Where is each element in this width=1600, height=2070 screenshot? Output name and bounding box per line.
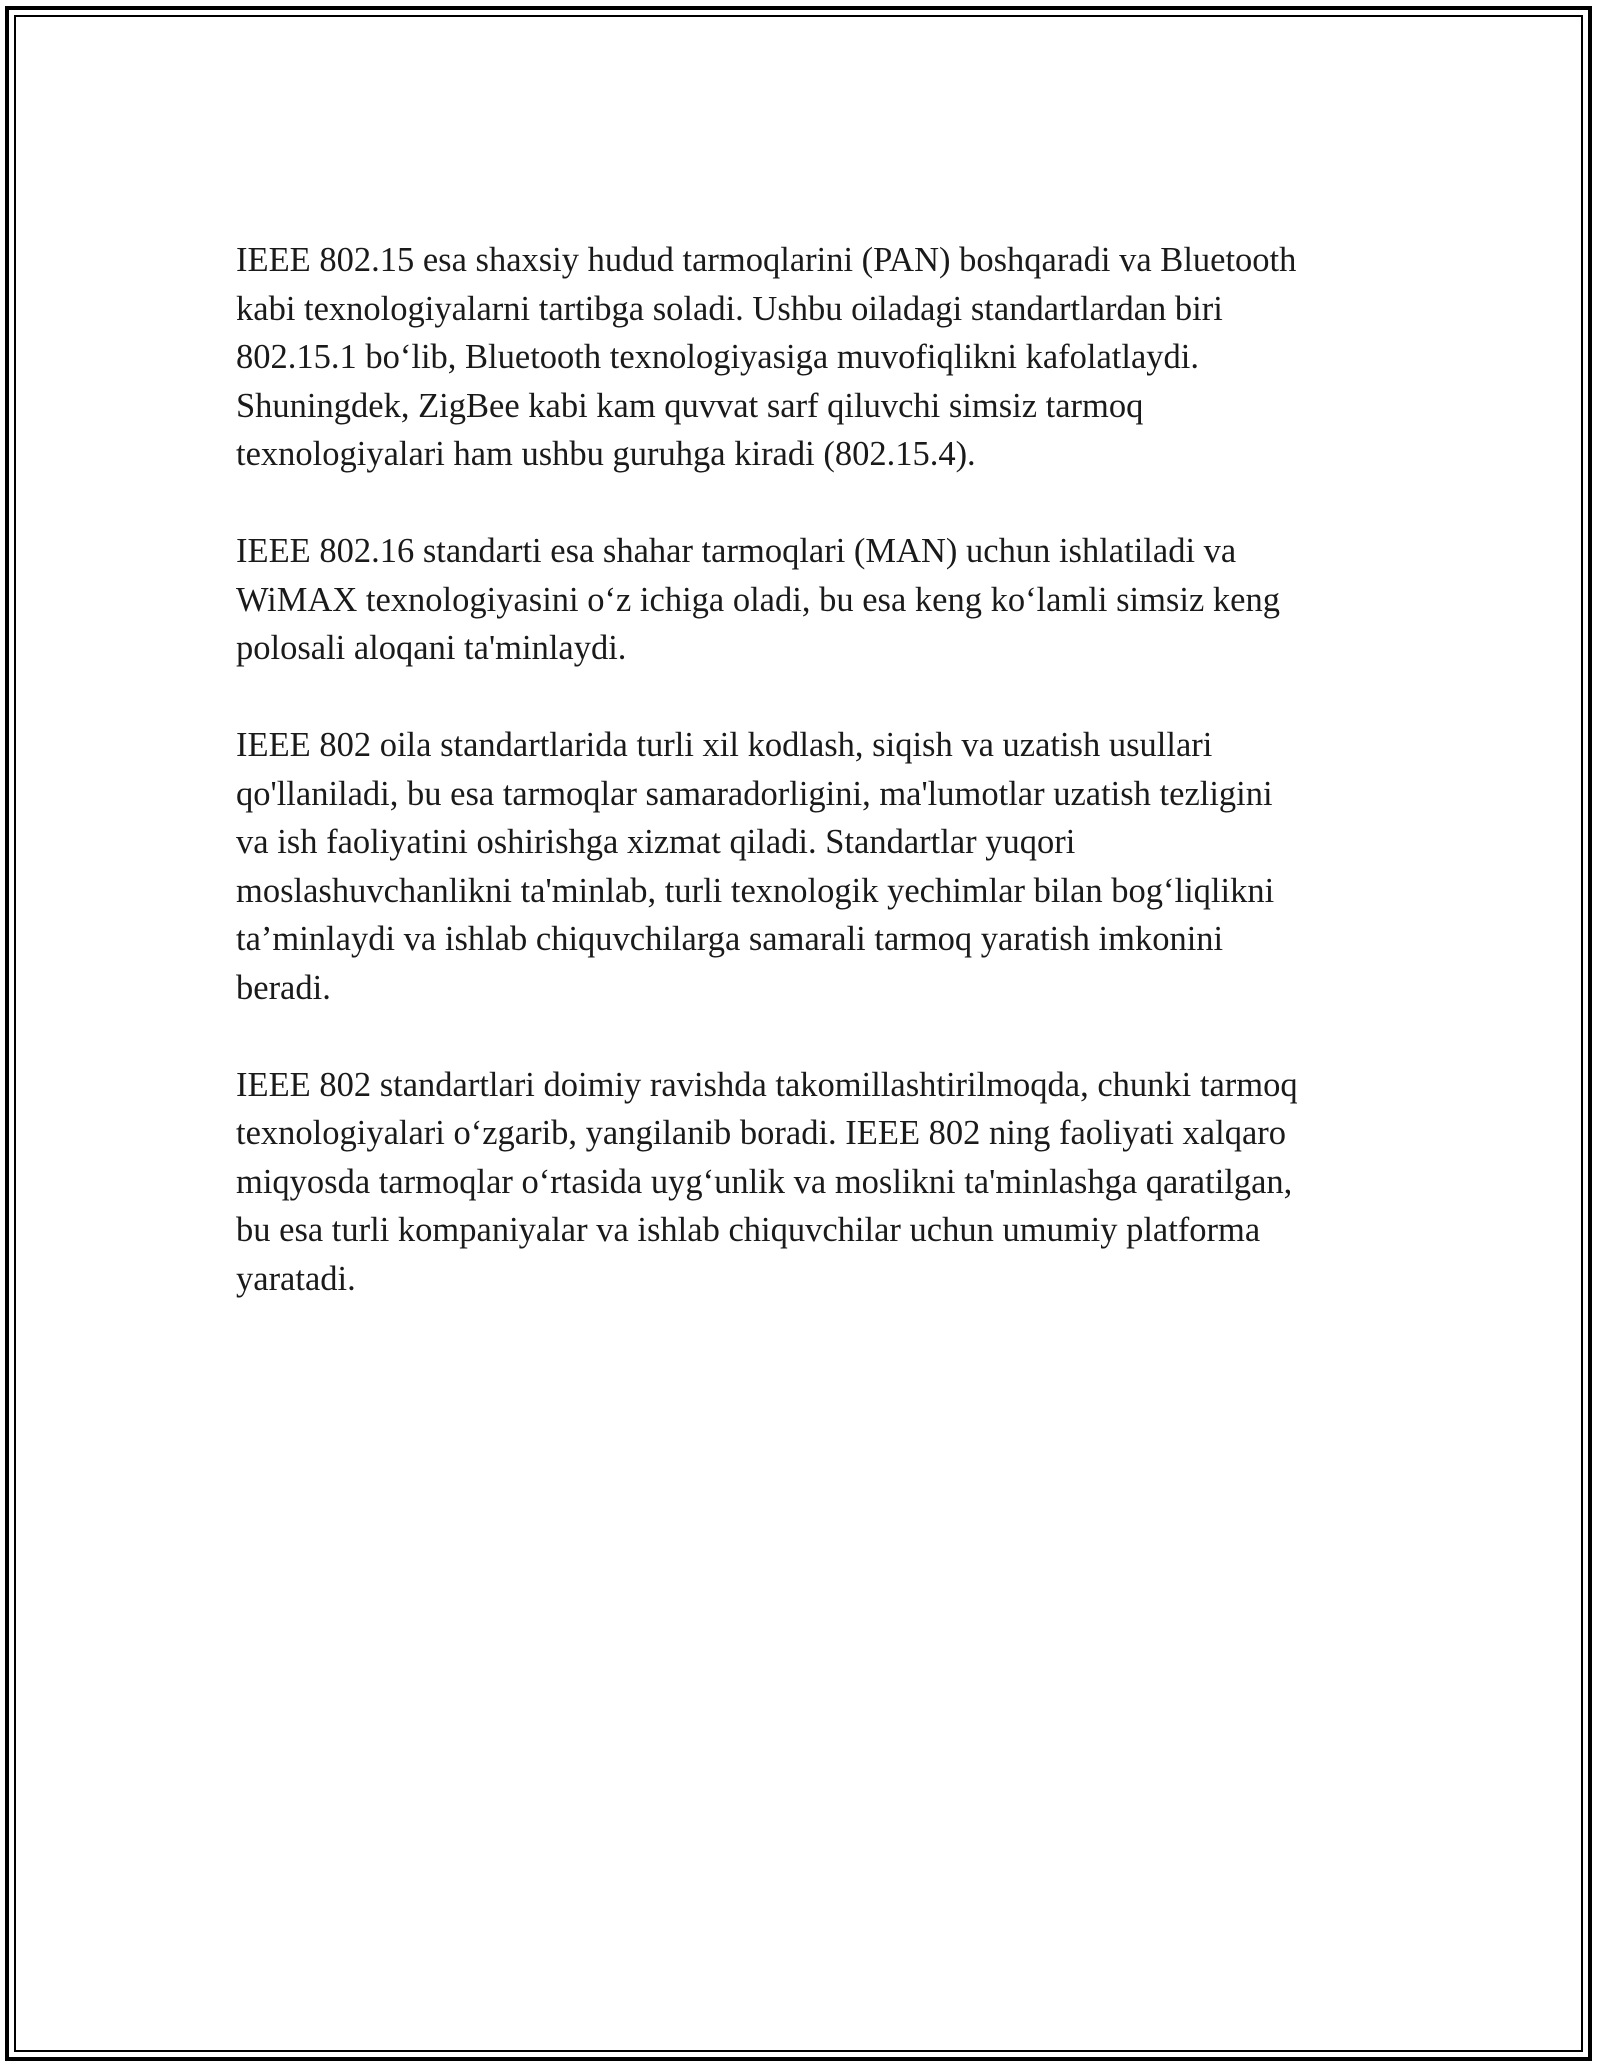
text-line: Shuningdek, ZigBee kabi kam quvvat sarf qiluvchi simsiz tarmoq <box>236 386 1144 425</box>
text-line: moslashuvchanlikni ta'minlab, turli texnologik yechimlar bilan bog‘liqlikni <box>236 871 1275 910</box>
text-line: yaratadi. <box>236 1259 356 1298</box>
text-line: 802.15.1 bo‘lib, Bluetooth texnologiyasiga muvofiqlikni kafolatlaydi. <box>236 338 1200 376</box>
text-line: IEEE 802 oila standartlarida turli xil kodlash, siqish va uzatish usullari <box>236 726 1213 764</box>
text-line: IEEE 802 standartlari doimiy ravishda takomillashtirilmoqda, chunki tarmoq <box>236 1065 1298 1104</box>
text-line: texnologiyalari ham ushbu guruhga kiradi (802.15.4). <box>236 435 976 473</box>
paragraph-ieee-802-family <box>236 721 1396 1012</box>
text-line: IEEE 802.15 esa shaxsiy hudud tarmoqlarini (PAN) boshqaradi va Bluetooth <box>236 241 1297 279</box>
text-line: IEEE 802.16 standarti esa shahar tarmoqlari (MAN) uchun ishlatiladi va <box>236 532 1237 570</box>
paragraph-ieee-802-improvement <box>236 1061 1396 1304</box>
text-line: ta’minlaydi va ishlab chiquvchilarga samarali tarmoq yaratish imkonini <box>236 920 1224 958</box>
text-line: qo'llaniladi, bu esa tarmoqlar samaradorligini, ma'lumotlar uzatish tezligini <box>236 774 1273 813</box>
text-line: WiMAX texnologiyasini o‘z ichiga oladi, bu esa keng ko‘lamli simsiz keng <box>236 580 1280 619</box>
text-line: miqyosda tarmoqlar o‘rtasida uyg‘unlik va moslikni ta'minlashga qaratilgan, <box>236 1162 1293 1201</box>
text-line: texnologiyalari o‘zgarib, yangilanib boradi. IEEE 802 ning faoliyati xalqaro <box>236 1114 1287 1152</box>
paragraph-ieee-802-15 <box>236 236 1396 479</box>
text-line: beradi. <box>236 968 331 1007</box>
text-line: bu esa turli kompaniyalar va ishlab chiquvchilar uchun umumiy platforma <box>236 1211 1261 1249</box>
paragraph-ieee-802-16 <box>236 527 1396 673</box>
text-line: polosali aloqani ta'minlaydi. <box>236 629 627 667</box>
text-line: va ish faoliyatini oshirishga xizmat qiladi. Standartlar yuqori <box>236 823 1076 861</box>
text-line: kabi texnologiyalarni tartibga soladi. Ushbu oiladagi standartlardan biri <box>236 289 1223 328</box>
document-body <box>236 236 1396 1352</box>
